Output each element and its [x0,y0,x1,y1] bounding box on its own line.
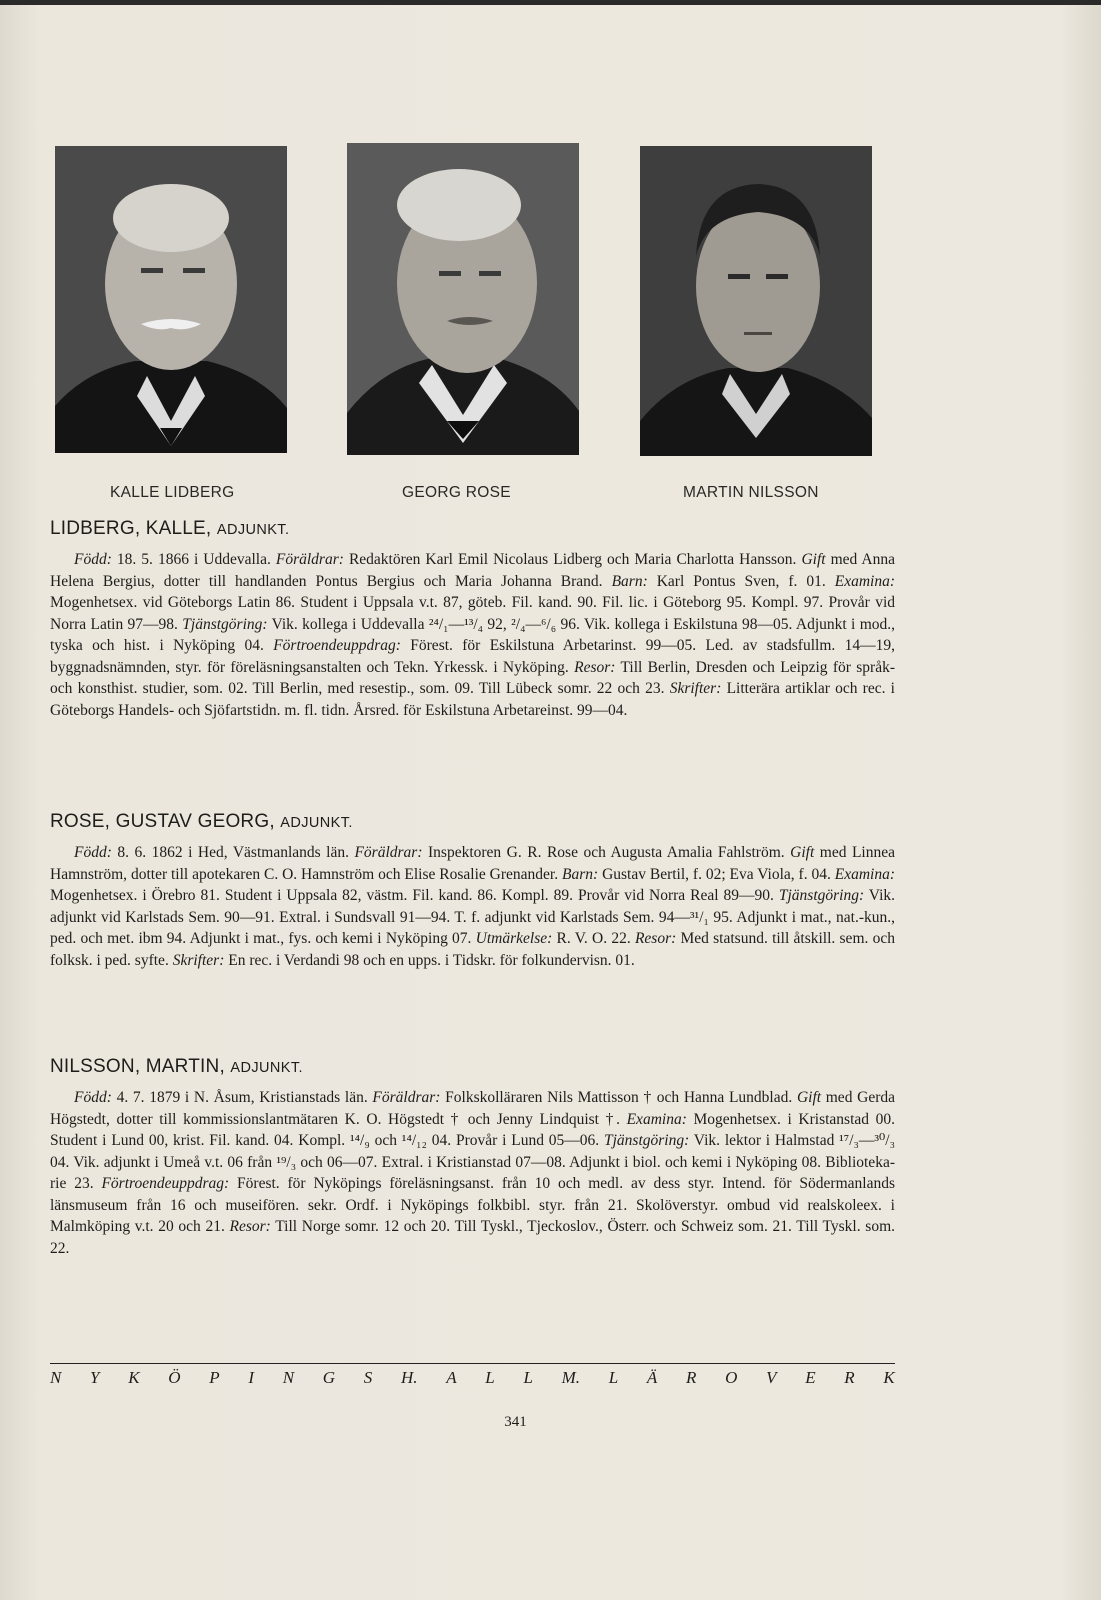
field-label: Född: [74,844,112,861]
entry-title: ADJUNKT. [230,1060,303,1076]
field-label: Resor: [229,1218,271,1235]
field-label: Tjänstgöring: [778,887,865,904]
field-label: Skrifter: [172,951,225,969]
footer-letter: S [363,1368,373,1387]
field-text: med Anna Helena Bergius, dotter till handlanden Pontus Bergius och Maria Johanna Brand. [50,551,895,590]
footer-letter: K [883,1368,895,1387]
footer-letter: L [608,1368,619,1387]
field-text: Förest. för Nyköpings föreläsningsanst. från 10 och medl. av dess styr. Intend. för Södermanlands länsmuseum från 16 och museifören. sekr. Ordf. i Nyköpings folkbibl. styr. från 21. Skolöverstyr. ombud vid realskoleex. i Malmköping v.t. 20 och 21. [50,1175,895,1235]
caption-lidberg: KALLE LIDBERG [110,484,235,501]
field-label: Resor: [574,658,616,676]
entry-body [50,549,895,721]
field-label: Förtroendeuppdrag: [273,637,401,654]
entry-lidberg [50,518,895,721]
field-label: Examina: [834,865,895,883]
footer-letter: P [209,1368,220,1387]
field-label: Föräldrar: [354,844,423,861]
field-text: Mogenhetsex. vid Göteborgs Latin 86. Student i Uppsala v.t. 87, göteb. Fil. kand. 90. Fil. lic. i Göteborg 95. Kompl. 97. Provår vid Norra Latin 97—98. [50,594,895,633]
field-text: Till Berlin, Dresden och Leipzig för språk- och konsthist. studier, som. 02. Till Berlin, med resestip., som. 09. Till Lübeck somr. 22 och 23. [50,658,895,697]
entry-heading [50,1056,895,1078]
portrait-lidberg [55,146,287,453]
field-label: Tjänstgöring: [604,1132,690,1149]
field-text: Vik. adjunkt vid Karlstads Sem. 90—91. Extral. i Sundsvall 91—94. T. f. adjunkt vid Karlstads Sem. 94—³¹/₁ 95. Adjunkt i mat., nat.-kun., ped. och met. ibm 94. Adjunkt i mat., fys. och kemi i Nyköping 07. [50,887,896,947]
entry-name: LIDBERG, KALLE, [50,518,212,539]
field-text: Litterära artiklar och rec. i Göteborgs Handels- och Sjöfartstidn. m. fl. tidn. Årsred. för Eskilstuna Arbetareinst. 99—04. [50,680,895,719]
field-text: Karl Pontus Sven, f. 01. [647,572,835,590]
footer-letter: M. [561,1368,581,1387]
field-text: Gustav Bertil, f. 02; Eva Viola, f. 04. [598,865,835,883]
footer-letter: G [322,1368,336,1387]
field-label: Utmärkelse: [475,930,553,947]
footer-letter: L [523,1368,533,1387]
field-label: Föräldrar: [275,551,344,568]
footer-letter: R [844,1368,855,1387]
entry-title: ADJUNKT. [280,815,353,831]
field-label: Barn: [562,865,599,883]
field-text: med Gerda Högstedt, dotter till kommissionslantmätaren K. O. Högstedt † och Jenny Lindquist †. [50,1089,895,1128]
footer-letter: O [725,1368,738,1387]
footer-letter: K [128,1368,140,1387]
field-text: 4. 7. 1879 i N. Åsum, Kristianstads län. [111,1089,373,1106]
footer-letter: R [686,1368,697,1387]
portrait-nilsson [640,146,872,456]
page-number: 341 [504,1414,527,1430]
entry-name: NILSSON, MARTIN, [50,1056,225,1077]
field-label: Tjänstgöring: [182,615,268,633]
footer-letter: Ä [646,1368,658,1387]
field-label: Gift [790,844,815,861]
footer-letter: N [50,1368,62,1387]
field-text: Mogenhetsex. i Kristanstad 00. Student i Lund 00, krist. Fil. kand. 04. Kompl. ¹⁴/₉ och ¹⁴/₁₂ 04. Provår i Lund 05—06. [50,1110,896,1149]
field-text: 18. 5. 1866 i Uddevalla. [111,551,276,568]
field-text: Till Norge somr. 12 och 20. Till Tyskl., Tjeckoslov., Österr. och Schweiz som. 21. Till Tyskl. som. 22. [50,1218,895,1257]
field-label: Barn: [611,572,648,590]
field-text: Vik. kollega i Uddevalla ²⁴/₁—¹³/₄ 92, ²/₄—⁶/₆ 96. Vik. kollega i Eskilstuna 98—05. Adjunkt i mod., tyska och hist. i Nyköping 04. [50,615,895,654]
entry-body [50,1087,895,1259]
field-text: med Linnea Hamnström, dotter till apotekaren C. O. Hamnström och Elise Rosalie Grenander. [50,844,895,883]
running-footer [50,1368,895,1388]
footer-letter: V [766,1368,777,1387]
field-text: R. V. O. 22. [552,930,635,947]
field-label: Examina: [834,572,896,590]
field-text: Redaktören Karl Emil Nicolaus Lidberg och Maria Charlotta Hansson. [343,551,802,568]
footer-letter: E [805,1368,816,1387]
field-text: 8. 6. 1862 i Hed, Västmanlands län. [111,844,355,861]
footer-letter: Y [90,1368,100,1387]
entry-body [50,842,895,971]
caption-rose: GEORG ROSE [402,484,511,501]
entry-name: ROSE, GUSTAV GEORG, [50,811,275,832]
field-text: Folkskolläraren Nils Mattisson † och Hanna Lundblad. [440,1089,797,1106]
field-label: Gift [801,551,826,568]
field-label: Examina: [626,1110,687,1128]
footer-letter: N [282,1368,295,1387]
entry-heading [50,811,895,833]
field-text: Med statsund. till åtskill. sem. och folksk. i ped. syfte. [50,930,895,969]
footer-letter: I [248,1368,255,1387]
entry-nilsson [50,1056,895,1259]
entry-heading [50,518,895,540]
field-label: Föräldrar: [372,1089,441,1106]
scan-edge [0,0,1101,5]
entry-title: ADJUNKT. [216,522,290,538]
field-label: Född: [74,551,112,568]
field-text: Vik. lektor i Halmstad ¹⁷/₃—³⁰/₃ 04. Vik. adjunkt i Umeå v.t. 06 från ¹⁹/₃ och 06—07. Extral. i Kristianstad 07—08. Adjunkt i biol. och kemi i Nyköping 08. Bibliotekarie 23. [50,1132,895,1192]
field-text: En rec. i Verdandi 98 och en upps. i Tidskr. för folkundervisn. 01. [224,951,635,969]
footer-letter: H. [400,1368,418,1387]
entry-rose [50,811,895,971]
field-label: Född: [74,1089,112,1106]
field-text: Förest. för Eskilstuna Arbetarinst. 99—05. Led. av stadsfullm. 14—19, byggnadsnämnden, styr. för föreläsningsanstalten och Tekn. Yrkessk. i Nyköping. [50,637,895,676]
footer-rule [50,1363,895,1364]
field-label: Skrifter: [669,680,722,697]
field-text: Mogenhetsex. i Örebro 81. Student i Uppsala 82, västm. Fil. kand. 86. Kompl. 89. Provår vid Norra Real 89—90. [50,887,779,904]
portrait-rose [347,143,579,455]
footer-letter: Ö [168,1368,181,1387]
field-label: Förtroendeuppdrag: [101,1175,230,1192]
footer-letter: L [485,1368,495,1387]
field-label: Gift [796,1089,822,1106]
field-label: Resor: [634,930,677,947]
footer-letter: A [446,1368,457,1387]
caption-nilsson: MARTIN NILSSON [683,484,819,501]
field-text: Inspektoren G. R. Rose och Augusta Amalia Fahlström. [422,844,791,861]
